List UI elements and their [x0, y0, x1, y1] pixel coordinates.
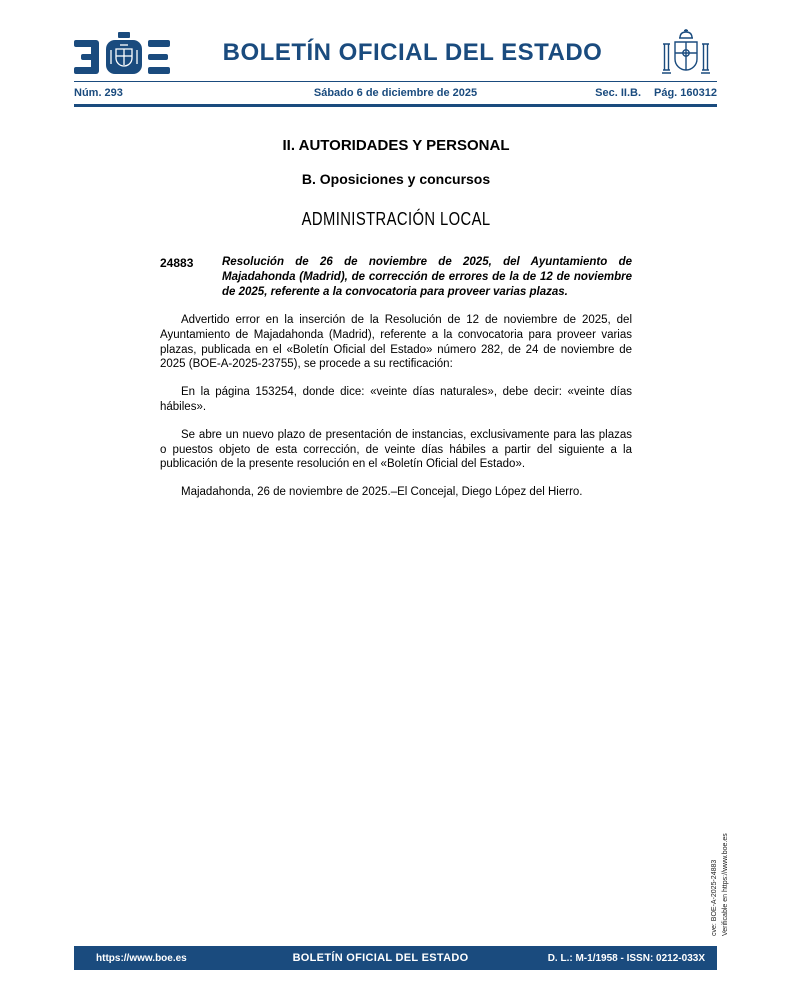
boe-logo-icon — [74, 32, 170, 76]
document-body — [160, 137, 632, 500]
header — [74, 30, 717, 107]
department-heading: ADMINISTRACIÓN LOCAL — [301, 208, 491, 229]
footer-bar — [74, 946, 717, 970]
subsection-heading: B. Oposiciones y concursos — [301, 171, 491, 187]
verification-sidebar — [709, 833, 731, 936]
footer-url: https://www.boe.es — [96, 952, 187, 964]
boe-logo — [74, 32, 186, 76]
verify-note: Verificable en https://www.boe.es — [722, 833, 729, 936]
paragraph: Advertido error en la inserción de la Resolución de 12 de noviembre de 2025, del Ayuntamiento de Majadahonda (Madrid), referente a la convocatoria para proveer varias plazas, publicada en el «Boletín Oficial del Estado» número 282, de 24 de noviembre de 2025 (BOE-A-2025-23755), se procede a su rectificación: — [160, 314, 632, 371]
item-summary: Resolución de 26 de noviembre de 2025, del Ayuntamiento de Majadahonda (Madrid), de corrección de errores de la de 12 de noviembre de 2025, referente a la convocatoria para proveer varias plazas. — [222, 256, 632, 298]
section-heading: II. AUTORIDADES Y PERSONAL — [282, 137, 510, 154]
signature-line: Majadahonda, 26 de noviembre de 2025.–El Concejal, Diego López del Hierro. — [181, 486, 583, 499]
page-label: Pág. 160312 — [654, 87, 717, 99]
paragraph: Se abre un nuevo plazo de presentación de instancias, exclusivamente para las plazas o puestos objeto de esta corrección, de veinte días hábiles a partir del siguiente a la publicación de la presente resolución en el «Boletín Oficial del Estado». — [160, 428, 632, 471]
cve-code: cve: BOE-A-2025-24883 — [711, 859, 718, 936]
gazette-item — [160, 255, 632, 300]
spain-coat-of-arms-icon — [655, 28, 717, 80]
section-page — [537, 87, 717, 99]
header-top — [74, 30, 717, 78]
issue-number: Núm. 293 — [74, 87, 123, 99]
masthead-title: BOLETÍN OFICIAL DEL ESTADO — [222, 39, 603, 66]
issue-date: Sábado 6 de diciembre de 2025 — [313, 87, 478, 99]
item-number: 24883 — [160, 256, 194, 270]
coat-of-arms — [639, 28, 717, 80]
footer-legal: D. L.: M-1/1958 - ISSN: 0212-033X — [547, 952, 705, 964]
section-label: Sec. II.B. — [595, 87, 641, 99]
paragraph: En la página 153254, donde dice: «veinte días naturales», debe decir: «veinte días hábiles». — [160, 386, 632, 413]
header-divider-thick — [74, 104, 717, 107]
header-meta-row — [74, 82, 717, 104]
footer-title: BOLETÍN OFICIAL DEL ESTADO — [292, 952, 469, 964]
